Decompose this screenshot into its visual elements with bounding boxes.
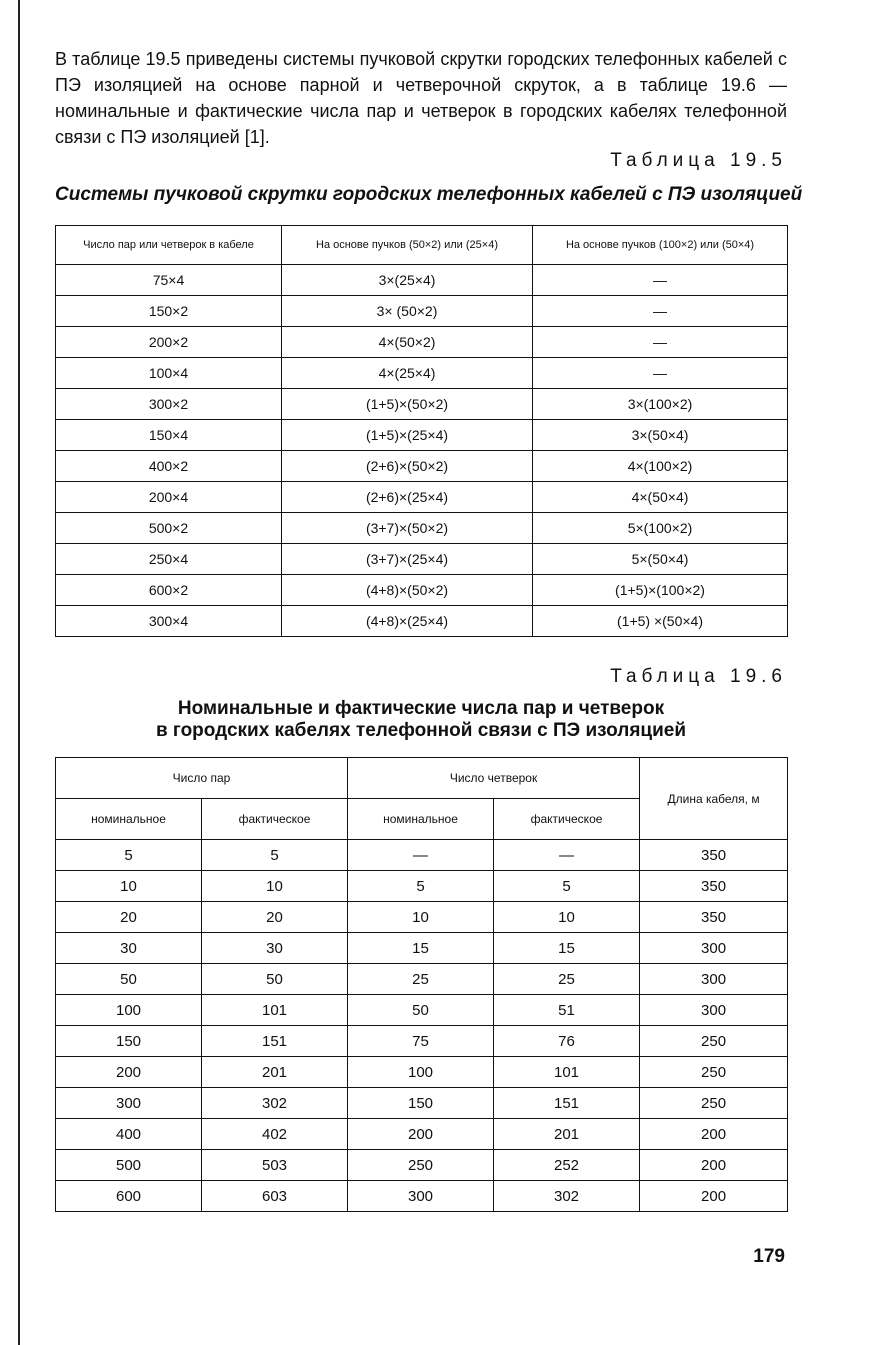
table-cell: 5 [56,840,202,871]
table-row [56,964,788,995]
header-cable-length: Длина кабеля, м [640,758,788,840]
table-cell: 400×2 [56,451,282,482]
table-cell: 76 [494,1026,640,1057]
table-cell: 300×4 [56,606,282,637]
table-cell: 100 [56,995,202,1026]
table-cell: 150 [348,1088,494,1119]
table-cell: 101 [494,1057,640,1088]
subheader-quads-nominal: номинальное [348,799,494,840]
table-cell: — [494,840,640,871]
table-cell: 10 [202,871,348,902]
table-cell: 4×(50×2) [282,327,533,358]
table-cell: 300 [640,995,788,1026]
table-19-6 [55,757,788,1212]
table-cell: 4×(100×2) [533,451,788,482]
intro-paragraph: В таблице 19.5 приведены системы пучковой скрутки городских телефонных кабелей с ПЭ изоляцией на основе парной и четверочной скруток, а в таблице 19.6 — номинальные и фактические числа пар и четверок в городских кабелях телефонной связи с ПЭ изоляцией [1]. [55,49,787,147]
table-cell: 600×2 [56,575,282,606]
table-cell: 50 [348,995,494,1026]
table-cell: 3× (50×2) [282,296,533,327]
table-cell: 500×2 [56,513,282,544]
table-cell: (2+6)×(50×2) [282,451,533,482]
table-row [56,296,788,327]
table-row [56,1150,788,1181]
table-row [56,513,788,544]
table-19-5 [55,225,788,637]
table-header-row [56,226,788,265]
table-cell: 50 [56,964,202,995]
table-cell: 151 [202,1026,348,1057]
table-cell: 4×(25×4) [282,358,533,389]
table-cell: 250 [348,1150,494,1181]
table-cell: 200×2 [56,327,282,358]
table-cell: — [533,327,788,358]
header-group-quads: Число четверок [348,758,640,799]
header-cell-count: Число пар или четверок в кабеле [56,226,282,265]
header-cell-100x2: На основе пучков (100×2) или (50×4) [533,226,788,265]
table-19-6-label: Таблица 19.6 [610,666,787,687]
table-row [56,451,788,482]
table-19-5-title: Системы пучковой скрутки городских телефонных кабелей с ПЭ изоляцией [55,184,803,205]
table-row [56,1119,788,1150]
table-row [56,840,788,871]
table-19-6-title-line-2: в городских кабелях телефонной связи с ПЭ изоляцией [155,720,687,741]
table-cell: 300×2 [56,389,282,420]
table-cell: 51 [494,995,640,1026]
table-cell: 250 [640,1026,788,1057]
table-row [56,1026,788,1057]
subheader-pairs-nominal: номинальное [56,799,202,840]
table-cell: 600 [56,1181,202,1212]
table-cell: 150 [56,1026,202,1057]
table-cell: 150×4 [56,420,282,451]
table-cell: 5 [202,840,348,871]
table-row [56,1088,788,1119]
table-row [56,265,788,296]
table-cell: 300 [56,1088,202,1119]
table-cell: — [348,840,494,871]
table-cell: 20 [202,902,348,933]
table-cell: 50 [202,964,348,995]
table-cell: 5×(50×4) [533,544,788,575]
table-row [56,420,788,451]
table-row [56,606,788,637]
table-cell: 200 [56,1057,202,1088]
table-19-5-label: Таблица 19.5 [610,150,787,171]
table-cell: 503 [202,1150,348,1181]
table-row [56,389,788,420]
table-cell: 300 [640,933,788,964]
table-cell: 3×(25×4) [282,265,533,296]
table-cell: 250×4 [56,544,282,575]
table-cell: 3×(100×2) [533,389,788,420]
table-cell: 15 [494,933,640,964]
table-cell: 75 [348,1026,494,1057]
table-header-row [56,758,788,799]
table-cell: 200 [348,1119,494,1150]
table-cell: 10 [494,902,640,933]
table-row [56,544,788,575]
table-row [56,933,788,964]
table-cell: 5×(100×2) [533,513,788,544]
table-cell: 400 [56,1119,202,1150]
table-cell: — [533,296,788,327]
table-cell: (3+7)×(50×2) [282,513,533,544]
table-cell: (1+5) ×(50×4) [533,606,788,637]
table-cell: 201 [494,1119,640,1150]
table-cell: 300 [348,1181,494,1212]
table-cell: 5 [494,871,640,902]
table-cell: 4×(50×4) [533,482,788,513]
table-cell: 200 [640,1181,788,1212]
table-cell: (1+5)×(25×4) [282,420,533,451]
table-cell: (2+6)×(25×4) [282,482,533,513]
table-cell: 5 [348,871,494,902]
table-cell: (3+7)×(25×4) [282,544,533,575]
subheader-quads-actual: фактическое [494,799,640,840]
header-cell-50x2: На основе пучков (50×2) или (25×4) [282,226,533,265]
table-cell: 250 [640,1057,788,1088]
table-row [56,995,788,1026]
table-cell: (4+8)×(50×2) [282,575,533,606]
table-cell: 25 [348,964,494,995]
table-row [56,358,788,389]
table-cell: 15 [348,933,494,964]
table-19-6-title [55,698,787,742]
table-row [56,1181,788,1212]
table-cell: 200 [640,1119,788,1150]
table-cell: 100×4 [56,358,282,389]
table-row [56,482,788,513]
table-cell: 25 [494,964,640,995]
table-19-6-title-line-1: Номинальные и фактические числа пар и четверок [177,698,665,719]
table-cell: 100 [348,1057,494,1088]
table-cell: 10 [56,871,202,902]
table-cell: (1+5)×(100×2) [533,575,788,606]
table-cell: 500 [56,1150,202,1181]
table-cell: 350 [640,840,788,871]
table-cell: 3×(50×4) [533,420,788,451]
table-cell: 250 [640,1088,788,1119]
table-cell: 151 [494,1088,640,1119]
table-cell: — [533,265,788,296]
table-cell: 350 [640,871,788,902]
table-cell: 603 [202,1181,348,1212]
table-row [56,871,788,902]
table-cell: 302 [494,1181,640,1212]
table-row [56,575,788,606]
table-row [56,1057,788,1088]
table-cell: (4+8)×(25×4) [282,606,533,637]
table-cell: 75×4 [56,265,282,296]
table-cell: 252 [494,1150,640,1181]
table-cell: 402 [202,1119,348,1150]
table-cell: 30 [202,933,348,964]
table-cell: 201 [202,1057,348,1088]
table-cell: 30 [56,933,202,964]
page-edge-line [18,0,20,1345]
table-cell: 350 [640,902,788,933]
table-cell: (1+5)×(50×2) [282,389,533,420]
table-cell: 10 [348,902,494,933]
table-row [56,902,788,933]
table-cell: 300 [640,964,788,995]
header-group-pairs: Число пар [56,758,348,799]
table-cell: 150×2 [56,296,282,327]
subheader-pairs-actual: фактическое [202,799,348,840]
table-cell: 20 [56,902,202,933]
table-cell: 200×4 [56,482,282,513]
table-cell: 101 [202,995,348,1026]
page-number: 179 [753,1246,785,1267]
table-cell: — [533,358,788,389]
table-row [56,327,788,358]
table-cell: 200 [640,1150,788,1181]
table-cell: 302 [202,1088,348,1119]
